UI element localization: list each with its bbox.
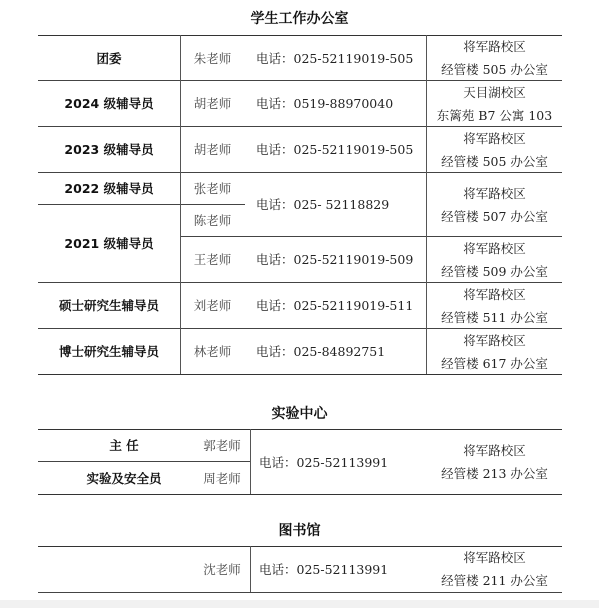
phone-number: 电话：025-52119019-509 — [256, 252, 414, 267]
table-bottom-border — [38, 592, 562, 593]
phone-number: 电话：025-52113991 — [259, 454, 389, 470]
location — [427, 81, 562, 126]
location — [427, 430, 562, 494]
page-bottom-edge — [0, 600, 599, 608]
campus: 将军路校区 — [463, 332, 526, 348]
campus: 将军路校区 — [463, 185, 526, 201]
campus: 将军路校区 — [463, 240, 526, 256]
role-tuanwei: 团委 — [96, 50, 122, 66]
role-phd: 博士研究生辅导员 — [58, 344, 159, 359]
teacher-name: 沈老师 — [203, 561, 241, 577]
teacher-name: 张老师 — [193, 181, 232, 196]
role-2021: 2021 级辅导员 — [64, 236, 154, 251]
table-bottom-border — [38, 494, 562, 495]
table-bottom-border — [38, 374, 562, 375]
teacher-name: 胡老师 — [193, 96, 232, 111]
column-divider — [250, 429, 251, 494]
section-title-student-affairs: 学生工作办公室 — [250, 11, 349, 27]
role-2024: 2024 级辅导员 — [64, 96, 154, 111]
phone-number: 电话：025-52119019-511 — [256, 298, 414, 313]
teacher-name: 郭老师 — [203, 438, 241, 453]
teacher-name: 林老师 — [193, 344, 232, 359]
location — [427, 36, 562, 80]
teacher-name: 刘老师 — [193, 298, 232, 313]
campus: 将军路校区 — [463, 443, 526, 458]
office: 经管楼 505 办公室 — [441, 153, 548, 169]
campus: 将军路校区 — [463, 286, 526, 302]
column-divider — [180, 35, 181, 374]
office: 经管楼 505 办公室 — [441, 62, 548, 77]
role-master: 硕士研究生辅导员 — [58, 298, 159, 313]
column-divider — [250, 546, 251, 592]
role-director: 主 任 — [109, 438, 139, 453]
office: 经管楼 509 办公室 — [441, 263, 548, 279]
location — [427, 283, 562, 328]
teacher-name: 周老师 — [203, 470, 241, 486]
office: 经管楼 507 办公室 — [441, 208, 548, 224]
teacher-name: 陈老师 — [193, 213, 232, 228]
location — [427, 329, 562, 374]
location — [427, 173, 562, 236]
teacher-name: 朱老师 — [193, 50, 232, 66]
teacher-name: 胡老师 — [193, 142, 232, 157]
role-lab-safety: 实验及安全员 — [86, 470, 162, 486]
phone-number: 电话：0519-88970040 — [256, 96, 394, 111]
campus: 将军路校区 — [463, 550, 526, 565]
office: 经管楼 617 办公室 — [441, 355, 548, 371]
phone-number: 电话：025-84892751 — [256, 344, 386, 359]
office: 经管楼 213 办公室 — [441, 466, 548, 481]
phone-number: 电话：025-52119019-505 — [256, 142, 414, 157]
office: 经管楼 511 办公室 — [441, 309, 548, 325]
campus: 天目湖校区 — [463, 84, 526, 100]
campus: 将军路校区 — [463, 39, 526, 54]
column-divider — [426, 35, 427, 374]
location — [427, 547, 562, 591]
office: 经管楼 211 办公室 — [441, 573, 548, 588]
section-title-library: 图书馆 — [278, 523, 321, 539]
phone-number: 电话：025-52119019-505 — [256, 50, 414, 66]
section-title-lab-center: 实验中心 — [271, 406, 328, 422]
location — [427, 237, 562, 282]
phone-number: 电话：025-52113991 — [259, 561, 389, 577]
teacher-name: 王老师 — [193, 252, 232, 267]
office: 东篱苑 B7 公寓 103 — [436, 107, 553, 123]
campus: 将军路校区 — [463, 130, 526, 146]
phone-number: 电话：025- 52118829 — [256, 197, 390, 212]
role-2022: 2022 级辅导员 — [64, 181, 154, 196]
location — [427, 127, 562, 172]
role-2023: 2023 级辅导员 — [64, 142, 154, 157]
